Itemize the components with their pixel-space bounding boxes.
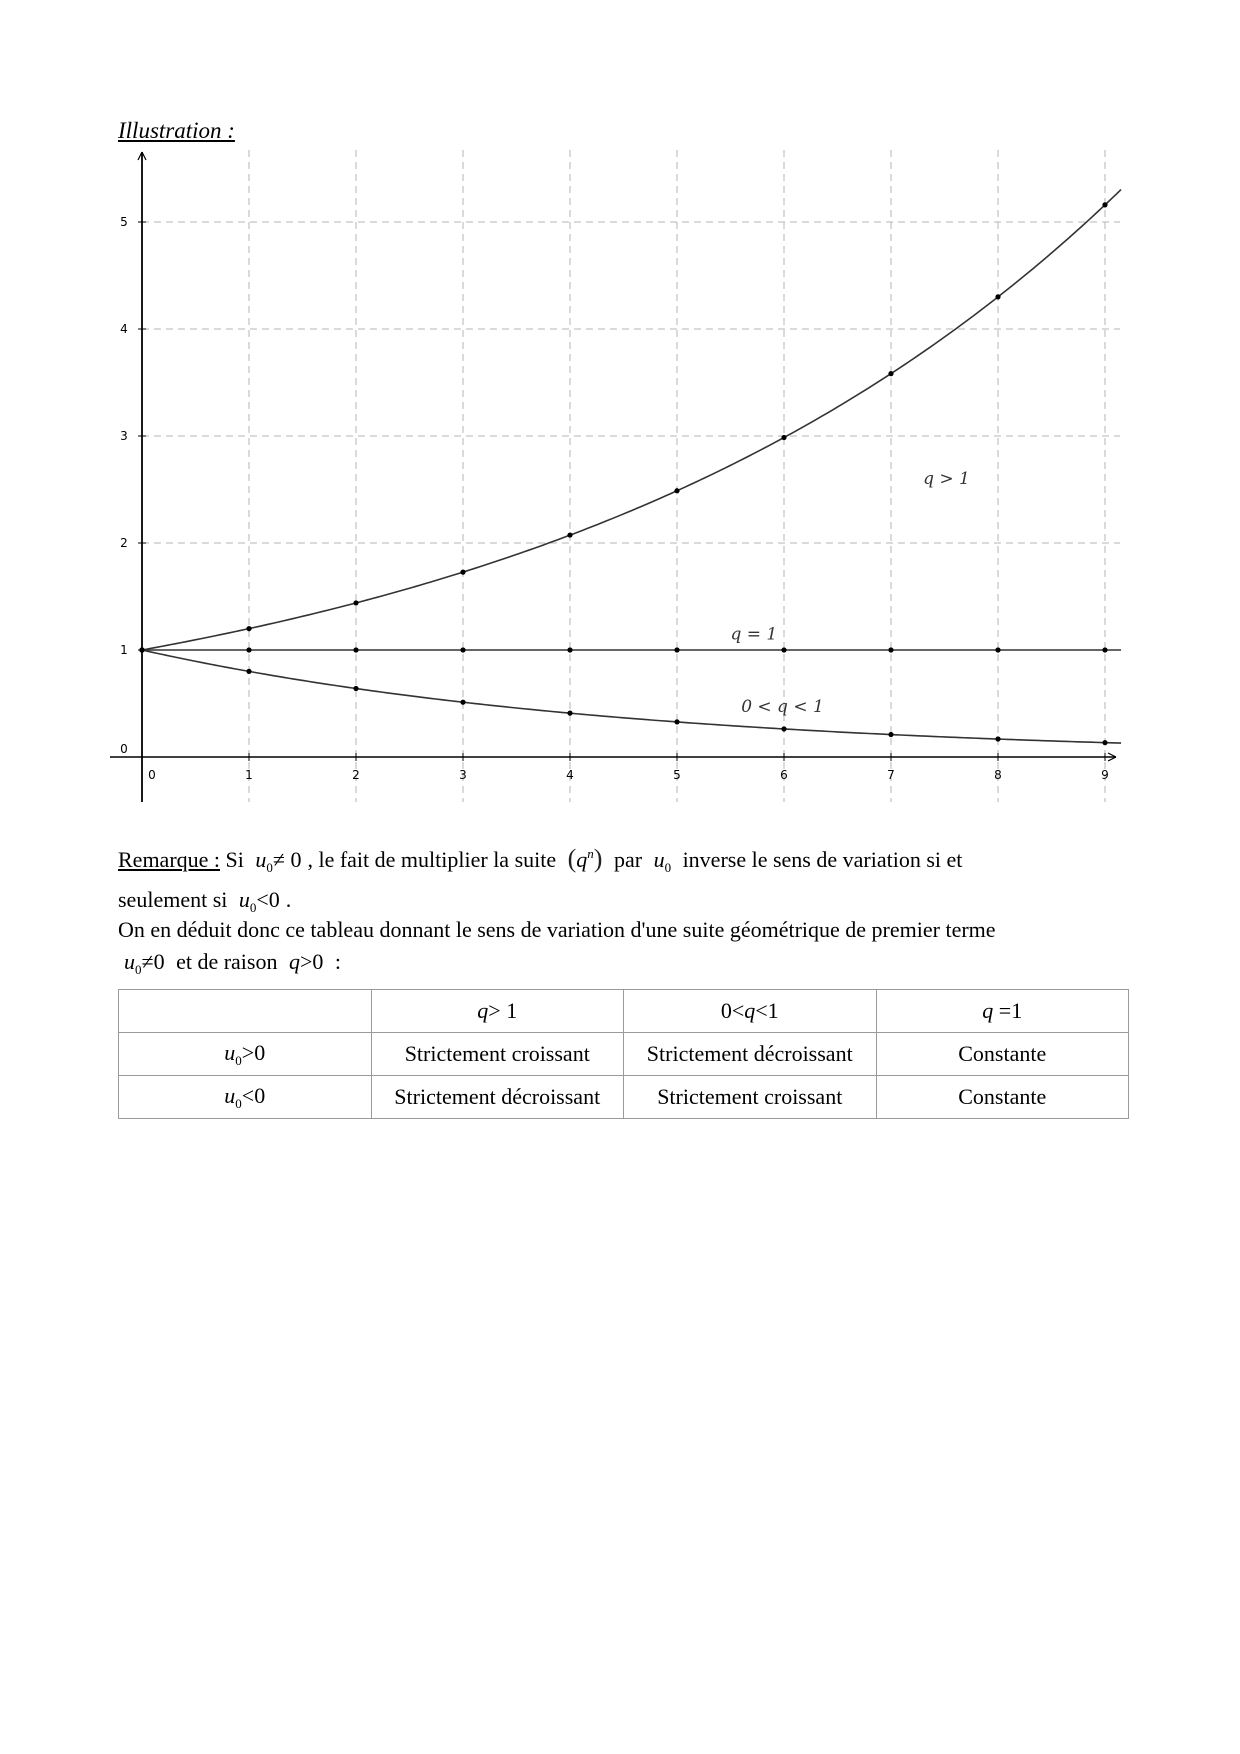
y-tick-label: 3 (120, 429, 128, 443)
table-cell: Strictement décroissant (371, 1076, 624, 1119)
data-point (674, 647, 679, 652)
data-point (246, 626, 251, 631)
data-point (781, 647, 786, 652)
y-tick-label: 4 (120, 322, 128, 336)
data-point (353, 600, 358, 605)
data-point (460, 700, 465, 705)
remark-text-1: Si (225, 847, 244, 872)
illustration-title: Illustration : (118, 118, 235, 143)
data-point (888, 371, 893, 376)
x-tick-label: 7 (887, 768, 895, 782)
data-point (995, 736, 1000, 741)
x-tick-label: 5 (673, 768, 681, 782)
data-point (1102, 202, 1107, 207)
x-tick-label: 3 (459, 768, 467, 782)
data-point (1102, 647, 1107, 652)
data-point (460, 647, 465, 652)
table-cell: Strictement décroissant (624, 1033, 877, 1076)
data-point (781, 435, 786, 440)
deduction-text-1: On en déduit donc ce tableau donnant le sens de variation d'une suite géométrique de premier terme (118, 917, 996, 942)
data-point (246, 669, 251, 674)
x-tick-label: 6 (780, 768, 788, 782)
x-tick-label: 4 (566, 768, 574, 782)
header-q-eq-1: q =1 (876, 990, 1129, 1033)
data-point (567, 532, 572, 537)
deduction-paragraph (118, 914, 1128, 986)
remark-paragraph (118, 838, 1128, 924)
table-header-row (119, 990, 1129, 1033)
remark-text-4: inverse le sens de variation si et (682, 847, 963, 872)
table-cell: Constante (876, 1076, 1129, 1119)
data-point (888, 647, 893, 652)
data-point (674, 488, 679, 493)
data-point (674, 719, 679, 724)
deduction-text-2: et de raison (176, 949, 278, 974)
table-row (119, 1076, 1129, 1119)
data-point (139, 647, 144, 652)
table-cell: Strictement croissant (371, 1033, 624, 1076)
remark-text-5: seulement si (118, 887, 228, 912)
table-corner-cell (119, 990, 372, 1033)
table-row (119, 1033, 1129, 1076)
data-point (995, 647, 1000, 652)
x-tick-label: 8 (994, 768, 1002, 782)
remark-label: Remarque : (118, 847, 221, 872)
math-u0-lt-0: $u_0<0$ (238, 887, 280, 915)
series-label: q = 1 (730, 624, 778, 645)
deduction-text-3: : (334, 949, 342, 974)
x-tick-label: 0 (148, 768, 156, 782)
data-point (1102, 740, 1107, 745)
data-point (995, 294, 1000, 299)
x-tick-label: 9 (1101, 768, 1109, 782)
header-q-between-0-1: 0<q<1 (624, 990, 877, 1033)
variation-table (118, 989, 1129, 1119)
series-curve (142, 190, 1121, 650)
math-qn: $(q^n)$ (567, 844, 603, 873)
y-tick-label: 5 (120, 215, 128, 229)
math-q-gt-0: q>0 (288, 949, 324, 974)
header-q-gt-1: q> 1 (371, 990, 624, 1033)
table-cell: Strictement croissant (624, 1076, 877, 1119)
data-point (567, 711, 572, 716)
y-tick-label: 1 (120, 643, 128, 657)
remark-text-6: . (285, 887, 292, 912)
math-u0-neq-0-b: $u_0\ne 0$ (124, 949, 165, 977)
data-point (353, 686, 358, 691)
data-point (460, 570, 465, 575)
x-tick-label: 2 (352, 768, 360, 782)
data-point (246, 647, 251, 652)
data-point (353, 647, 358, 652)
data-point (781, 726, 786, 731)
x-tick-label: 1 (245, 768, 253, 782)
series-label: q > 1 (923, 469, 970, 490)
data-point (567, 647, 572, 652)
sequence-graph (110, 150, 1130, 802)
row-label-u0-gt-0: $u_0>0$ (119, 1033, 372, 1076)
table-cell: Constante (876, 1033, 1129, 1076)
math-u0: $u_0$ (653, 847, 672, 875)
series-label: 0 < q < 1 (741, 697, 824, 718)
math-u0-neq-0: $u_0\ne 0$ (255, 847, 302, 875)
data-point (888, 732, 893, 737)
remark-text-2: , le fait de multiplier la suite (307, 847, 557, 872)
y-tick-label: 2 (120, 536, 128, 550)
series-curve (142, 650, 1121, 743)
y-tick-label: 0 (120, 742, 128, 756)
row-label-u0-lt-0: $u_0<0$ (119, 1076, 372, 1119)
remark-text-3: par (613, 847, 643, 872)
